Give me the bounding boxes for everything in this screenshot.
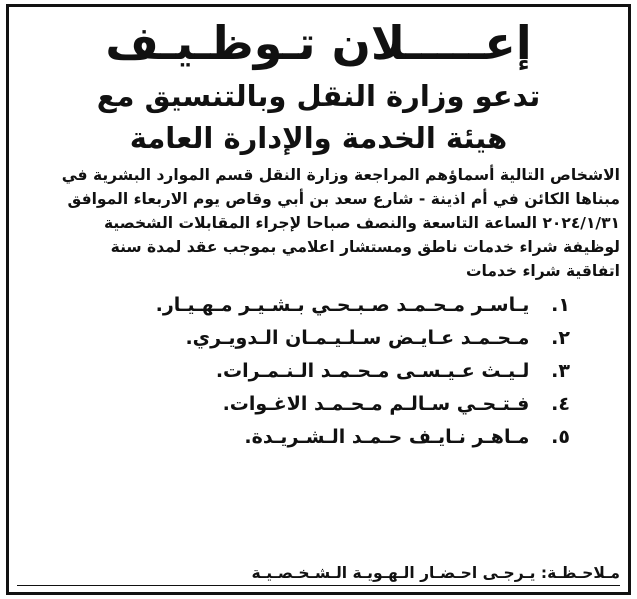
body-line-5: اتفاقية شراء خدمات [465, 262, 620, 280]
candidate-item [17, 421, 620, 454]
advertisement-frame [6, 4, 631, 595]
candidate-number: ١. [551, 294, 570, 316]
subheadline [17, 75, 620, 159]
candidate-name: يـاسـر مـحـمـد صـبـحـي بـشـيـر مـهـيـار. [155, 294, 530, 316]
candidate-item [17, 355, 620, 388]
note: مـلاحـظـة: يـرجـى احـضـار الـهـويـة الـشـخـصـيـة [17, 562, 620, 586]
candidate-number: ٤. [551, 393, 570, 415]
subheadline-line-2: هيئة الخدمة والإدارة العامة [129, 121, 508, 155]
candidate-name: لـيـث عـيـسـى مـحـمـد الـنـمـرات. [215, 360, 530, 382]
candidate-name: مـحـمـد عـايـض سـلـيـمـان الـدويـري. [185, 327, 530, 349]
candidate-list [17, 289, 620, 454]
body-line-3: ٢٠٢٤/١/٣١ الساعة التاسعة والنصف صباحا لإجراء المقابلات الشخصية [104, 214, 620, 232]
body-line-1: الاشخاص التالية أسماؤهم المراجعة وزارة النقل قسم الموارد البشرية في [61, 166, 620, 184]
candidate-number: ٢. [551, 327, 570, 349]
candidate-item [17, 289, 620, 322]
body-line-4: لوظيفة شراء خدمات ناطق ومستشار اعلامي بموجب عقد لمدة سنة [110, 238, 620, 256]
candidate-name: فـتـحـي سـالـم مـحـمـد الاغـوات. [222, 393, 530, 415]
body-line-2: مبناها الكائن في أم اذينة - شارع سعد بن أبي وقاص يوم الاربعاء الموافق [67, 190, 620, 208]
subheadline-line-1: تدعو وزارة النقل وبالتنسيق مع [96, 79, 541, 113]
candidate-item [17, 388, 620, 421]
headline: إعـــــلان تـوظـيـف [105, 16, 532, 70]
announcement-body [17, 163, 620, 283]
candidate-number: ٥. [551, 426, 570, 448]
candidate-number: ٣. [551, 360, 570, 382]
candidate-name: مـاهـر نـايـف حـمـد الـشـريـدة. [244, 426, 530, 448]
candidate-item [17, 322, 620, 355]
